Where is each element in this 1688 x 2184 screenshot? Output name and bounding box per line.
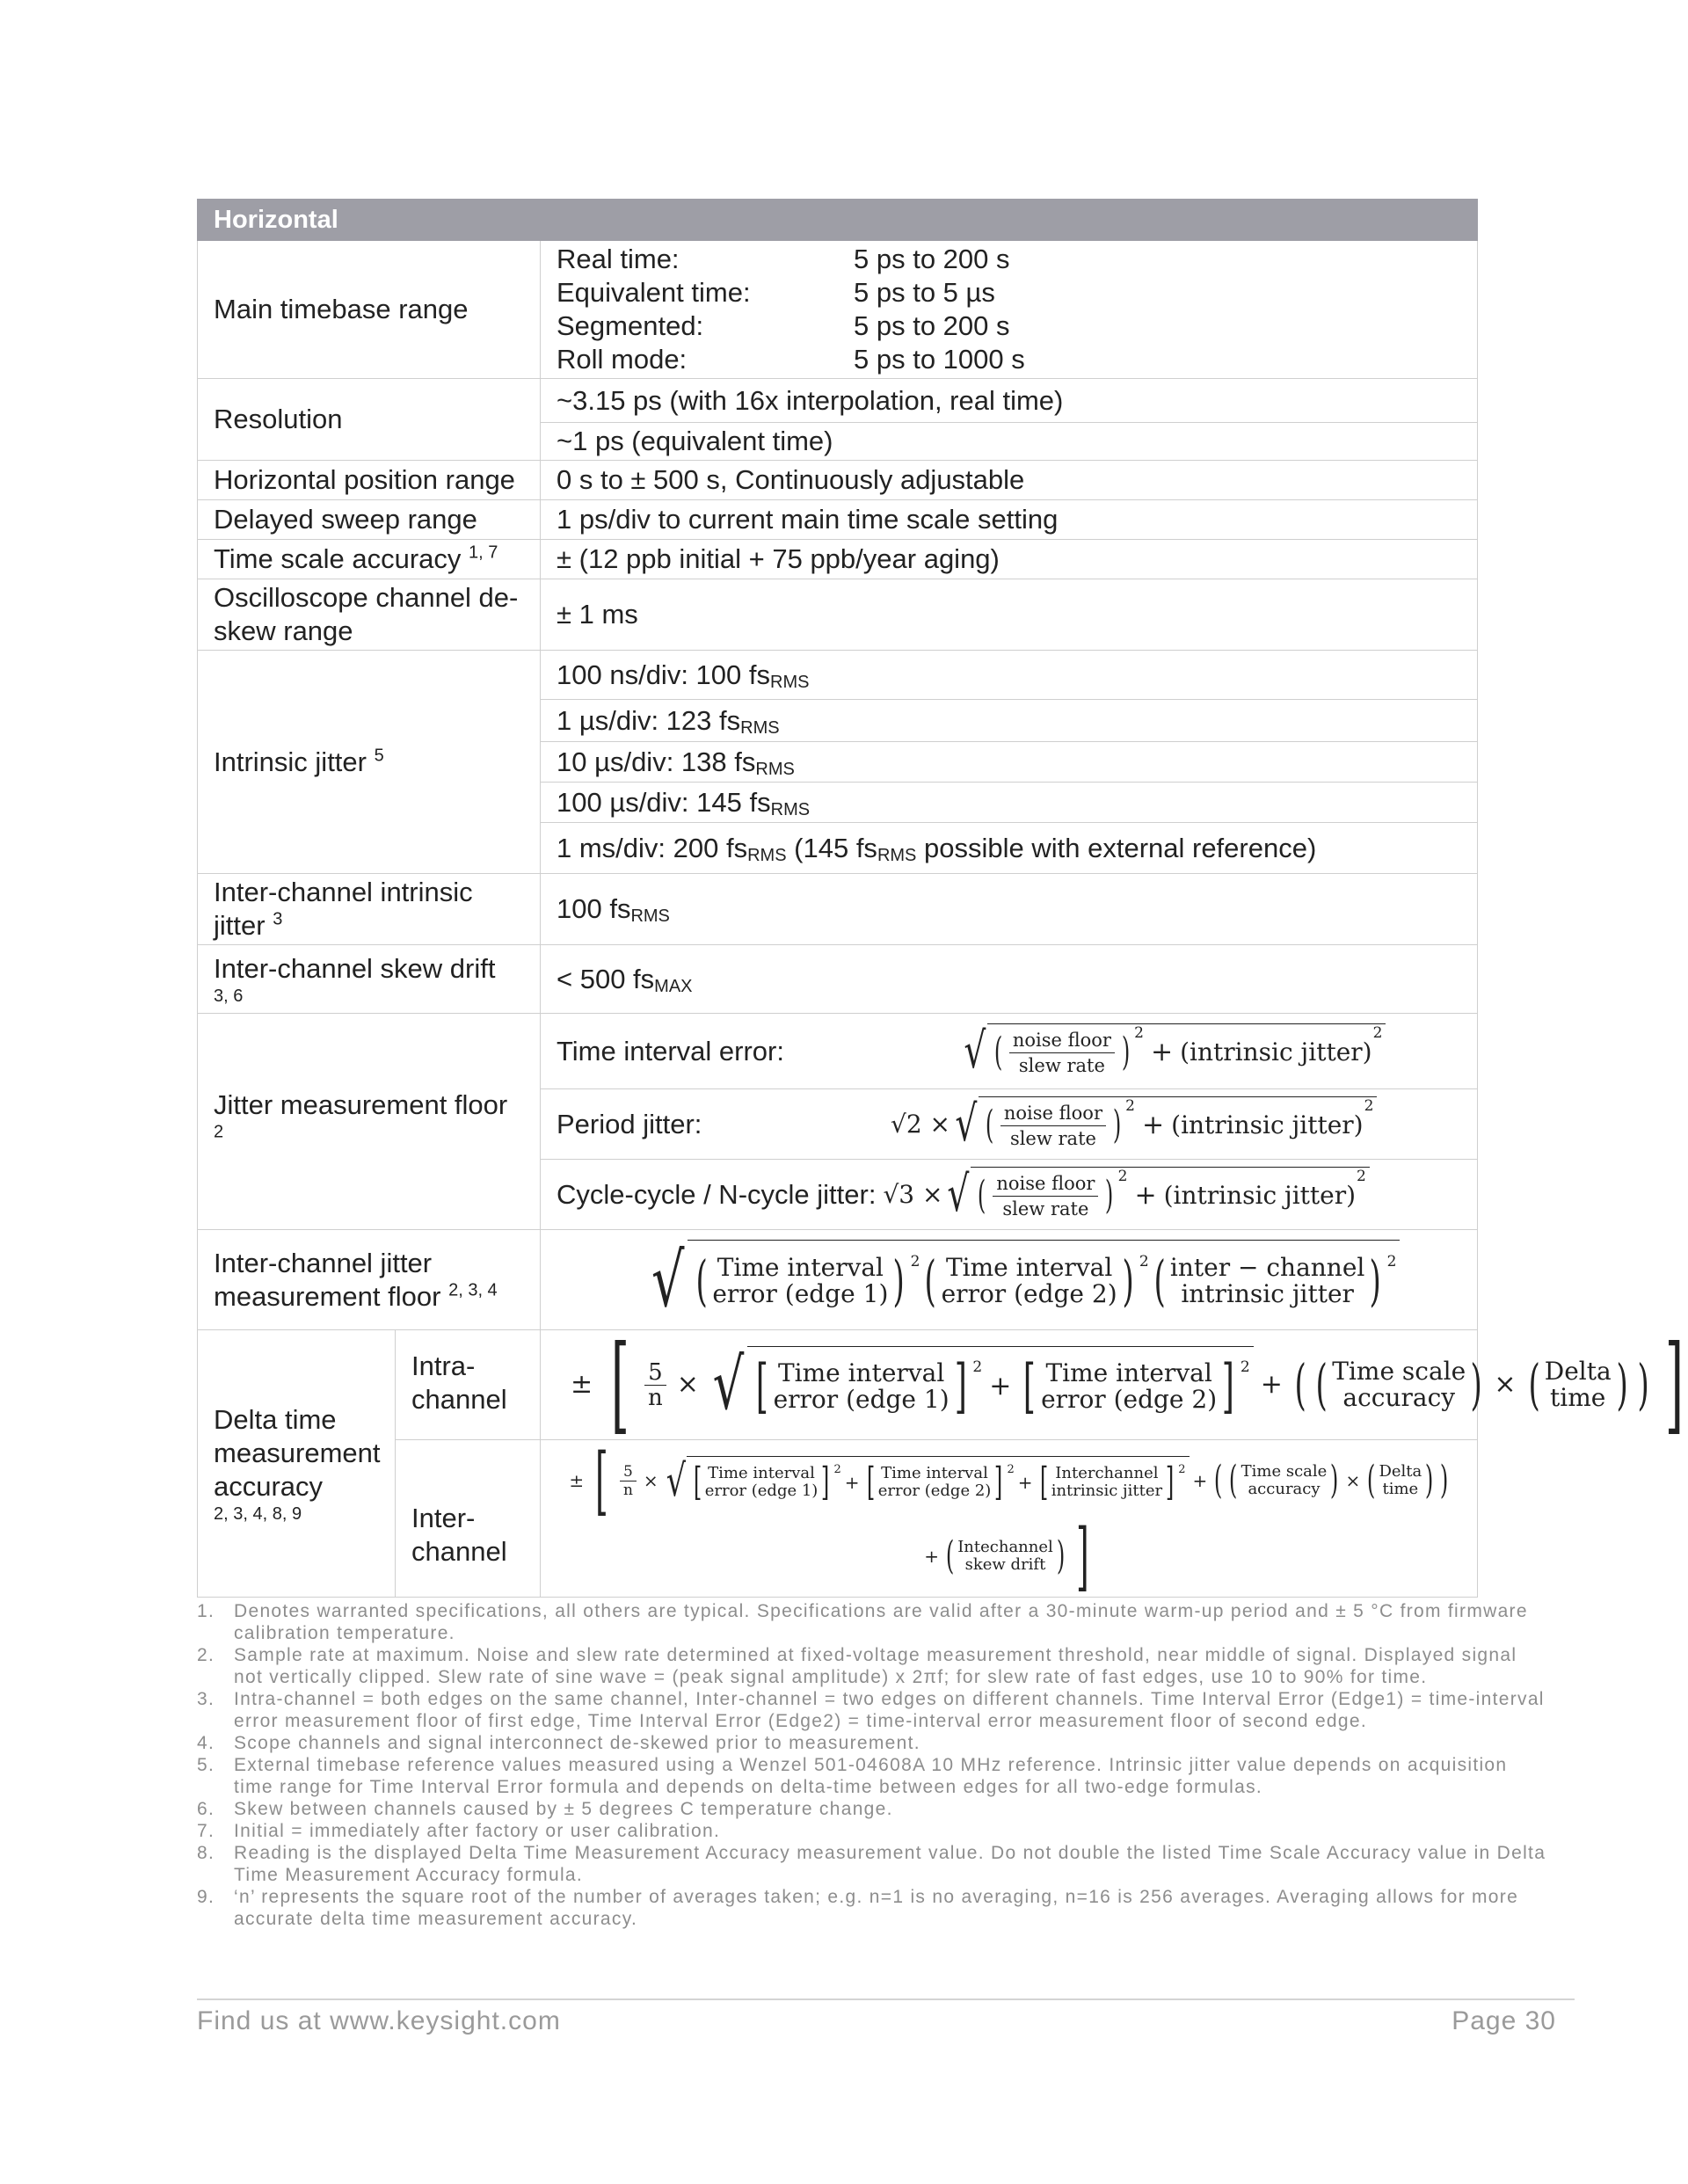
slew-rate: slew rate (1018, 1054, 1105, 1076)
tie-formula-row (541, 1014, 1478, 1089)
period-label: Period jitter: (557, 1108, 702, 1139)
footnote-text: External timebase reference values measured using a Wenzel 501-04608A 10 MHz reference. Intrinsic jitter value depends on acquisition time range for Time Interval Error formula and depends on delta-time between edges for all two-edge formulas. (234, 1755, 1508, 1797)
footnote (197, 1842, 1551, 1886)
intra-label: Intra-channel (396, 1330, 541, 1440)
term-line: accuracy (1248, 1480, 1321, 1498)
slew-rate: slew rate (1009, 1127, 1096, 1149)
cycle-label: Cycle-cycle / N-cycle jitter: (557, 1178, 877, 1210)
footnote-text: Intra-channel = both edges on the same channel, Inter-channel = two edges on different channels. Time Interval Error (Edge1) = time-interval error measurement floor of first edge, Time Interval Error (Edge2) = time-interval error measurement floor of second edge. (234, 1689, 1545, 1731)
resolution-value-2: ~1 ps (equivalent time) (541, 423, 1478, 461)
footnote-ref: 3, 6 (214, 986, 244, 1006)
term-line: Time interval (1045, 1358, 1212, 1387)
kv-value: 5 ps to 200 s (854, 244, 1010, 274)
term-line: error (edge 1) (712, 1279, 889, 1308)
jitter-value: 100 µs/div: 145 fs (557, 786, 771, 818)
footnote-text: Scope channels and signal interconnect de-skewed prior to measurement. (234, 1733, 920, 1753)
icij-label-text: Inter-channel intrinsic jitter (214, 877, 473, 941)
tsa-label-text: Time scale accuracy (214, 543, 462, 574)
term-line: Delta (1544, 1357, 1612, 1386)
jitter-value: 1 ms/div: 200 fs (557, 832, 748, 863)
jmf-label-text: Jitter measurement floor (214, 1088, 508, 1120)
icjmf-label-text: Inter-channel jitter measurement floor (214, 1247, 441, 1312)
term-line: error (edge 2) (877, 1481, 992, 1500)
icij-value-text: 100 fs (557, 893, 631, 924)
unit-subscript: RMS (630, 906, 670, 926)
unit-subscript: RMS (770, 672, 810, 692)
root3: √3 × (883, 1179, 943, 1209)
deskew-value: ± 1 ms (541, 579, 1478, 651)
jitter-row (541, 783, 1478, 823)
unit-subscript: RMS (740, 717, 780, 738)
term-line: error (edge 2) (941, 1279, 1117, 1308)
jitter-value: 1 µs/div: 123 fs (557, 704, 741, 736)
delayed-value: 1 ps/div to current main time scale setting (541, 500, 1478, 540)
footnote-ref: 2, 3, 4, 8, 9 (214, 1503, 302, 1524)
icij-value (541, 874, 1478, 945)
kv-key: Roll mode: (557, 344, 688, 375)
footnote (197, 1798, 1551, 1820)
resolution-label: Resolution (198, 379, 541, 461)
resolution-value-1: ~3.15 ps (with 16x interpolation, real time) (541, 379, 1478, 423)
intra-formula: ± [ $\frac{5}{n}$ × √ [ Time interval error (edge 1) ] 2 + [ Time interval error (edge 2) ] 2 + ( ( Time scale accuracy ) × ( Delta time ) ) ] (571, 1323, 1684, 1445)
footnote-text: Reading is the displayed Delta Time Measurement Accuracy measurement value. Do not double the listed Time Scale Accuracy value in Delta Time Measurement Accuracy formula. (234, 1843, 1546, 1885)
term-line: Time interval (881, 1463, 988, 1482)
inter-formula-line1: ± [ $\frac{5}{n}$ × √ [ Time interval error (edge 1) ] 2 + [ Time interval error (edge 2) ] 2 + [ Interchannel intrinsic jitter ] 2 + ( ( Time scale accuracy ) × ( Delta time ) ) (569, 1438, 1449, 1524)
footnote-ref: 5 (374, 746, 384, 766)
intra-formula-cell (541, 1323, 1684, 1445)
icij-label (198, 874, 541, 945)
footer-divider (197, 1998, 1575, 2000)
skew-label (198, 945, 541, 1014)
page-number: Page 30 (1452, 2006, 1556, 2035)
term-line: inter − channel (1169, 1253, 1365, 1282)
term-line: Time interval (945, 1253, 1113, 1282)
n: n (622, 1481, 633, 1499)
jitter-row (541, 742, 1478, 783)
noise-floor: noise floor (1000, 1101, 1106, 1126)
cycle-formula-row (541, 1160, 1478, 1230)
kv-value: 5 ps to 200 s (854, 310, 1010, 341)
term-line: accuracy (1342, 1383, 1456, 1412)
footnote-number: 3. (197, 1689, 215, 1709)
unit-subscript: RMS (770, 799, 811, 819)
footnote (197, 1820, 1551, 1842)
kv-key: Segmented: (557, 310, 704, 341)
delayed-label: Delayed sweep range (198, 500, 541, 540)
term-line: error (edge 2) (1041, 1384, 1218, 1414)
footnote-number: 6. (197, 1799, 215, 1819)
jitter-value: 100 ns/div: 100 fs (557, 659, 770, 690)
kv-value: 5 ps to 5 µs (854, 277, 995, 308)
term-line: skew drift (964, 1555, 1046, 1574)
period-formula-row (541, 1089, 1478, 1160)
tie-formula: √ ( $\frac{\text{noise floor}}{\text{slew rate}}$ ) 2 + (intrinsic jitter) 2 (959, 1023, 1386, 1080)
cycle-formula: √3 × √ ( $\frac{\text{noise floor}}{\text{slew rate}}$ ) 2 + (intrinsic jitter) 2 (883, 1167, 1369, 1223)
jitter-value: (145 fs (786, 832, 877, 863)
footnote-ref: 2 (214, 1122, 224, 1142)
footnote-text: Skew between channels caused by ± 5 degrees C temperature change. (234, 1799, 893, 1819)
inter-formula-line2: + ( Intechannel skew drift ) ] (924, 1513, 1089, 1599)
footnote (197, 1886, 1551, 1930)
footnote-ref: 2, 3, 4 (448, 1280, 498, 1300)
term-line: Time interval (708, 1463, 815, 1482)
main-timebase-label: Main timebase range (198, 241, 541, 379)
footnote (197, 1754, 1551, 1798)
five: 5 (644, 1360, 666, 1386)
footnote-ref: 1, 7 (469, 542, 498, 563)
intrinsic-term: (intrinsic jitter) (1171, 1110, 1364, 1139)
footnote-number: 5. (197, 1755, 215, 1775)
delta-label (198, 1330, 396, 1598)
kv-value: 5 ps to 1000 s (854, 344, 1025, 375)
term-line: Interchannel (1055, 1463, 1159, 1482)
term-line: Time scale (1241, 1462, 1328, 1481)
footnotes (197, 1600, 1551, 1930)
footnote (197, 1688, 1551, 1732)
term-line: intrinsic jitter (1051, 1481, 1163, 1500)
noise-floor: noise floor (1009, 1028, 1115, 1053)
footnote-ref: 3 (273, 909, 283, 929)
tsa-label (198, 540, 541, 579)
plus-minus: ± (569, 1470, 585, 1491)
footnote (197, 1600, 1551, 1644)
main-timebase-values (541, 241, 1478, 379)
unit-subscript: RMS (877, 845, 917, 865)
inter-formula-cell (541, 1440, 1478, 1598)
icjmf-formula: √ ( Time interval error (edge 1) ) 2 ( Time interval error (edge 2) ) 2 ( inter − channel intrinsic jitter ) 2 (644, 1240, 1401, 1321)
footnote-number: 8. (197, 1843, 215, 1863)
term-line: time (1382, 1480, 1419, 1498)
unit-subscript: MAX (654, 976, 693, 996)
term-line: Time scale (1332, 1357, 1466, 1386)
footnote-number: 7. (197, 1821, 215, 1841)
jmf-label (198, 1014, 541, 1230)
footnote (197, 1644, 1551, 1688)
noise-floor: noise floor (993, 1171, 1098, 1197)
jitter-label (198, 651, 541, 874)
jitter-row (541, 823, 1478, 874)
footnote-text: ‘n’ represents the square root of the number of averages taken; e.g. n=1 is no averaging, n=16 is 256 averages. Averaging allows for more accurate delta time measurement accuracy. (234, 1887, 1519, 1929)
hpos-value: 0 s to ± 500 s, Continuously adjustable (541, 461, 1478, 500)
table-header: Horizontal (198, 200, 1478, 241)
term-line: intrinsic jitter (1181, 1279, 1354, 1308)
footer-website[interactable]: Find us at www.keysight.com (197, 2006, 561, 2035)
tie-label: Time interval error: (557, 1035, 784, 1067)
skew-value (541, 945, 1478, 1014)
hpos-label: Horizontal position range (198, 461, 541, 500)
unit-subscript: RMS (747, 845, 787, 865)
deskew-label: Oscilloscope channel de-skew range (198, 579, 541, 651)
footnote-text: Denotes warranted specifications, all others are typical. Specifications are valid after a 30-minute warm-up period and ± 5 °C from firmware calibration temperature. (234, 1601, 1528, 1643)
term-line: Delta (1379, 1462, 1422, 1481)
slew-rate: slew rate (1002, 1198, 1089, 1219)
footnote-number: 9. (197, 1887, 215, 1907)
term-line: error (edge 1) (704, 1481, 819, 1500)
tsa-value: ± (12 ppb initial + 75 ppb/year aging) (541, 540, 1478, 579)
unit-subscript: RMS (755, 759, 795, 779)
kv-key: Equivalent time: (557, 277, 751, 308)
icjmf-formula-cell (541, 1230, 1478, 1330)
term-line: Time interval (777, 1358, 945, 1387)
inter-label: Inter-channel (396, 1440, 541, 1598)
term-line: time (1550, 1383, 1606, 1412)
jitter-row (541, 700, 1478, 742)
icjmf-label (198, 1230, 541, 1330)
term-line: error (edge 1) (773, 1384, 950, 1414)
n: n (647, 1384, 663, 1411)
footnote (197, 1732, 1551, 1754)
five: 5 (620, 1463, 637, 1481)
skew-value-text: < 500 fs (557, 963, 655, 994)
jitter-row (541, 651, 1478, 700)
horizontal-spec-table (197, 199, 1684, 1599)
intrinsic-term: (intrinsic jitter) (1180, 1037, 1372, 1067)
footnote-number: 1. (197, 1601, 215, 1621)
footnote-text: Sample rate at maximum. Noise and slew rate determined at fixed-voltage measurement threshold, near middle of signal. Displayed signal not vertically clipped. Slew rate of sine wave = (peak signal amplitude) x 2πf; for slew rate of fast edges, use 10 to 90% for time. (234, 1645, 1517, 1687)
jitter-value: 10 µs/div: 138 fs (557, 746, 756, 777)
kv-key: Real time: (557, 244, 680, 274)
plus-minus: ± (571, 1369, 593, 1400)
footnote-text: Initial = immediately after factory or user calibration. (234, 1821, 721, 1841)
jitter-label-text: Intrinsic jitter (214, 746, 367, 777)
footnote-number: 4. (197, 1733, 215, 1753)
period-formula: √2 × √ ( $\frac{\text{noise floor}}{\text{slew rate}}$ ) 2 + (intrinsic jitter) 2 (891, 1096, 1377, 1153)
skew-label-text: Inter-channel skew drift (214, 952, 496, 984)
delta-label-text: Delta time measurement accuracy (214, 1403, 381, 1502)
intrinsic-term: (intrinsic jitter) (1163, 1181, 1357, 1210)
root2: √2 × (891, 1109, 951, 1139)
term-line: Time interval (717, 1253, 884, 1282)
footnote-number: 2. (197, 1645, 215, 1665)
term-line: Intechannel (957, 1538, 1053, 1556)
jitter-value: possible with external reference) (916, 832, 1317, 863)
